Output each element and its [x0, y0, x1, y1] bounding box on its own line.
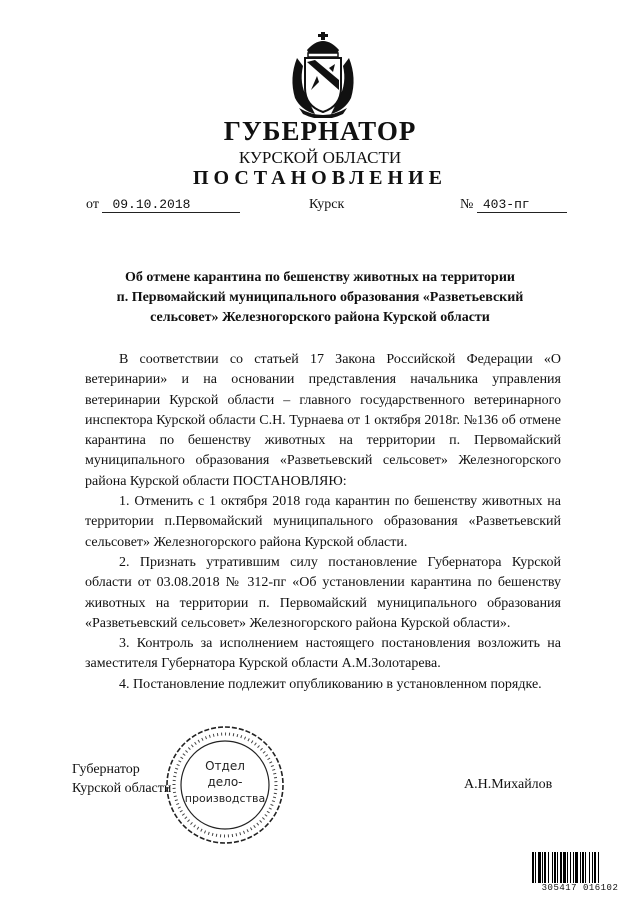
coat-of-arms-emblem	[285, 28, 361, 118]
barcode-bar	[580, 852, 581, 884]
subject-line: сельсовет» Железногорского района Курской области	[150, 310, 490, 325]
barcode-bar	[548, 852, 549, 884]
barcode-bar	[563, 852, 566, 884]
stamp-text: Отдел	[205, 759, 245, 773]
barcode-bar	[575, 852, 578, 884]
barcode-bar	[557, 852, 558, 884]
issuer-region: КУРСКОЙ ОБЛАСТИ	[238, 148, 402, 167]
date-prefix: от	[86, 197, 99, 212]
barcode-bar	[554, 852, 556, 884]
body-paragraph: 1. Отменить с 1 октября 2018 года карантин по бешенству животных на территории п.Первомайский муниципального образования «Разветьевский сельсовет» Железногорского района Курской области.	[85, 494, 561, 550]
position-line: Курской области	[72, 781, 172, 796]
barcode-bar	[589, 852, 590, 884]
barcode-bar	[542, 852, 543, 884]
subject-line: Об отмене карантина по бешенству животных на территории	[125, 270, 515, 285]
signatory-position	[72, 760, 171, 798]
body-paragraph: В соответствии со статьей 17 Закона Российской Федерации «О ветеринарии» и на основании представления начальника управления ветеринарии Курской области – главного государственного ветеринарного инспектора Курской области С.Н. Турнаева от 1 октября 2018г. №136 об отмене карантина по бешенству животных на территории п. Первомайский муниципального образования «Разветьевский сельсовет» Железногорского района Курской области ПОСТАНОВЛЯЮ:	[85, 352, 561, 489]
barcode-bar	[535, 852, 536, 884]
body-paragraph: 4. Постановление подлежит опубликованию в установленном порядке.	[119, 676, 542, 692]
document-subject	[70, 268, 570, 328]
document-number: 403-пг	[477, 197, 567, 213]
document-body	[85, 350, 561, 695]
body-paragraph: 2. Признать утратившим силу постановление Губернатора Курской области от 03.08.2018 № 312-пг «Об установлении карантина по бешенству животных на территории п. Первомайский муниципального образования «Разветьевский сельсовет» Железногорского района Курской области».	[85, 554, 561, 631]
date-block	[86, 197, 240, 217]
body-paragraph: 3. Контроль за исполнением настоящего постановления возложить на заместителя Губернатора Курской области А.М.Золотарева.	[85, 636, 561, 672]
issuer-title: ГУБЕРНАТОР	[223, 116, 417, 146]
barcode-bar	[552, 852, 553, 884]
barcode-bar	[544, 852, 546, 884]
signatory-name: А.Н.Михайлов	[464, 777, 553, 792]
barcode-number: 305417 016102	[530, 883, 630, 893]
office-stamp	[160, 720, 290, 850]
barcode-bar	[592, 852, 593, 884]
barcode-bar	[532, 852, 534, 884]
barcode-bar	[560, 852, 562, 884]
subject-line: п. Первомайский муниципального образования «Разветьевский	[116, 290, 524, 305]
barcode-bar	[570, 852, 571, 884]
position-line: Губернатор	[72, 762, 140, 777]
barcode-bar	[598, 852, 599, 884]
barcode-bar	[585, 852, 586, 884]
barcode-bar	[567, 852, 568, 884]
number-prefix: №	[460, 197, 474, 212]
number-block	[460, 197, 567, 217]
barcode-bar	[573, 852, 574, 884]
document-type: ПОСТАНОВЛЕНИЕ	[193, 167, 447, 189]
stamp-text: производства	[184, 792, 266, 805]
barcode-bar	[594, 852, 596, 884]
barcode-bar	[538, 852, 541, 884]
document-date: 09.10.2018	[102, 197, 240, 213]
barcode-bar	[582, 852, 584, 884]
document-city: Курск	[309, 197, 345, 212]
stamp-text: дело-	[207, 775, 243, 789]
